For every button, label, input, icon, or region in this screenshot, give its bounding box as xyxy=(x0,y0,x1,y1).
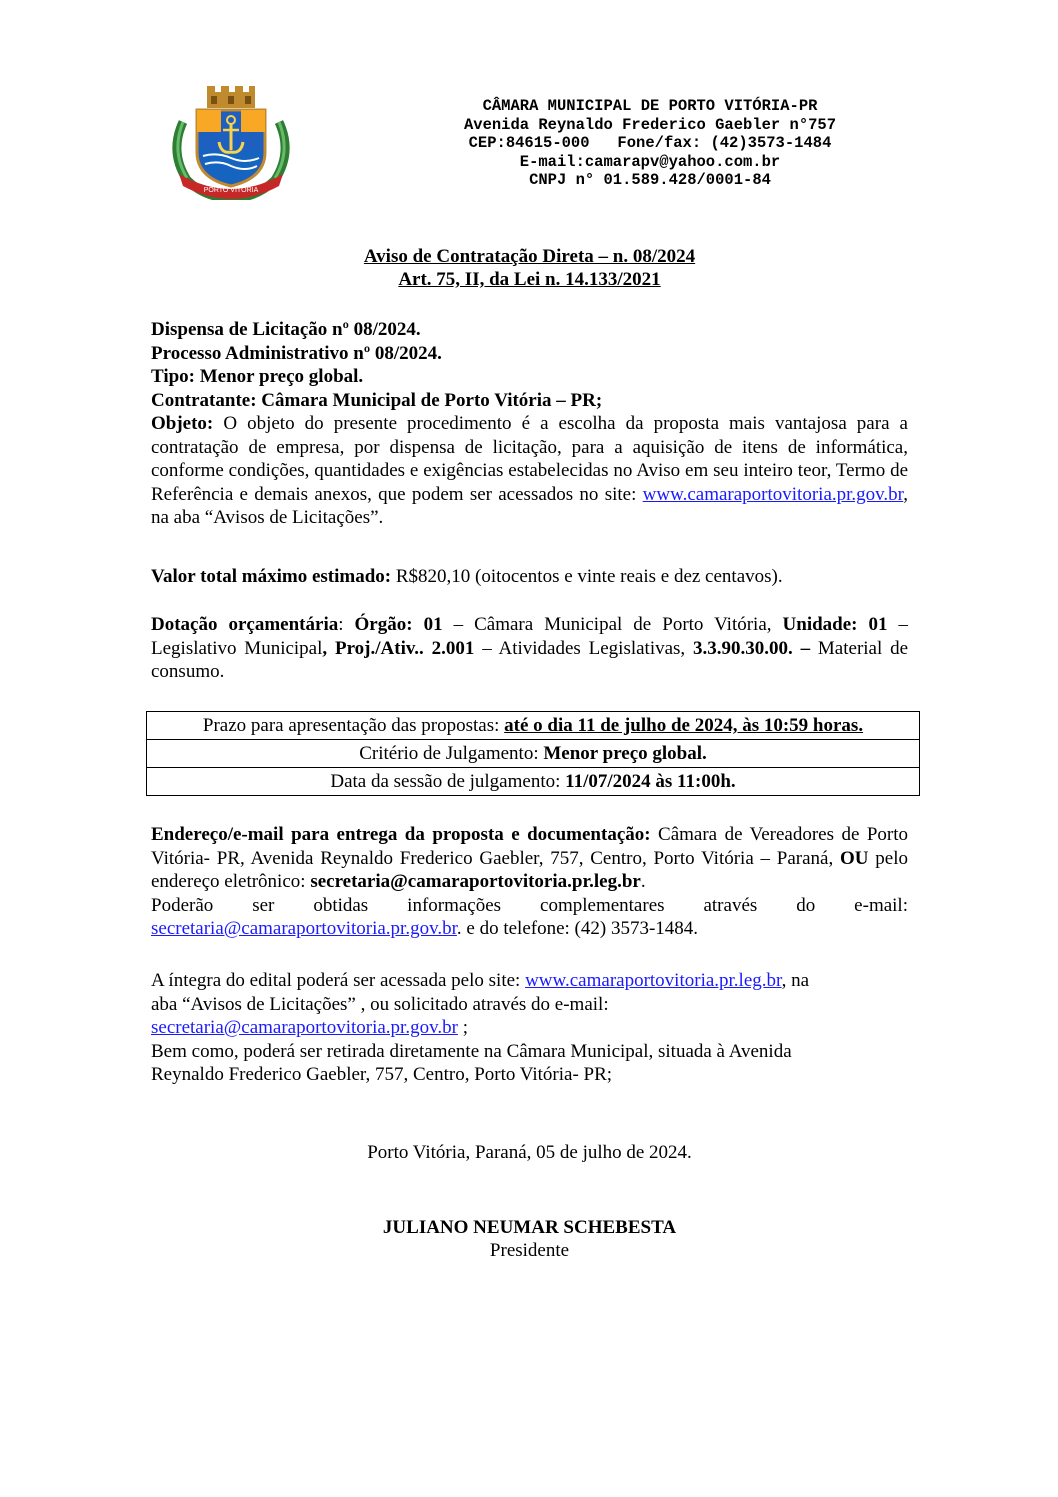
criterio-label: Critério de Julgamento: xyxy=(359,743,544,764)
title-line-2: Art. 75, II, da Lei n. 14.133/2021 xyxy=(398,269,661,290)
valor-label: Valor total máximo estimado: xyxy=(151,566,392,587)
dispensa-line: Dispensa de Licitação nº 08/2024. xyxy=(151,319,421,340)
letterhead-email: E-mail:camarapv@yahoo.com.br xyxy=(519,152,781,171)
proj-label: , Proj./Ativ.. 2.001 xyxy=(322,637,475,659)
integra-site-link[interactable]: www.camaraportovitoria.pr.leg.br xyxy=(525,970,782,991)
integra-paragraph xyxy=(151,969,908,1087)
document-title xyxy=(151,245,908,291)
unidade-text: – Legislativo Municipal xyxy=(151,614,909,659)
letterhead-name: CÂMARA MUNICIPAL DE PORTO VITÓRIA-PR xyxy=(482,97,818,115)
endereco-email-link[interactable]: secretaria@camaraportovitoria.pr.gov.br xyxy=(151,918,457,939)
processo-line: Processo Administrativo nº 08/2024. xyxy=(151,342,442,364)
integra-text2: , na xyxy=(781,970,810,991)
unidade-label: Unidade: 01 xyxy=(782,614,888,635)
letterhead-cep-phone: CEP:84615-000 Fone/fax: (42)3573-1484 xyxy=(468,134,832,152)
dotacao-paragraph xyxy=(151,613,908,684)
orgao-label: Órgão: 01 xyxy=(354,614,443,635)
sessao-value: 11/07/2024 às 11:00h. xyxy=(565,771,736,792)
title-line-1: Aviso de Contratação Direta – n. 08/2024 xyxy=(363,246,696,267)
dotacao-tail: Material de consumo. xyxy=(151,637,909,682)
endereco-text1: Câmara de Vereadores de Porto Vitória- PR, Avenida Reynaldo Frederico Gaebler, 757, Centro, Porto Vitória – Paraná, xyxy=(151,824,909,869)
objeto-tail: , na aba “Avisos de Licitações”. xyxy=(151,483,908,528)
table-row-prazo xyxy=(147,712,919,740)
signature-block xyxy=(151,1216,908,1262)
dotacao-code: 3.3.90.30.00. – xyxy=(693,637,811,659)
endereco-info-line: Poderão ser obtidas informações complementares através do e-mail: xyxy=(151,894,908,916)
endereco-paragraph xyxy=(151,823,908,941)
dotacao-sep: : xyxy=(338,614,355,635)
integra-text1: A íntegra do edital poderá ser acessada pelo site: xyxy=(151,970,526,991)
signer-role: Presidente xyxy=(489,1240,570,1261)
endereco-ou: OU xyxy=(840,847,869,869)
municipal-crest-icon xyxy=(165,82,297,200)
crest-ribbon-text: PORTO VITÓRIA xyxy=(203,187,259,194)
table-row-sessao xyxy=(147,768,919,795)
endereco-text2: pelo endereço eletrônico: xyxy=(151,847,908,892)
valor-paragraph xyxy=(151,565,908,589)
criterio-value: Menor preço global. xyxy=(543,743,707,764)
integra-email-link[interactable]: secretaria@camaraportovitoria.pr.gov.br xyxy=(151,1017,458,1038)
integra-line4: Bem como, poderá ser retirada diretamente na Câmara Municipal, situada à Avenida xyxy=(151,1040,792,1062)
integra-line5: Reynaldo Frederico Gaebler, 757, Centro, Porto Vitória- PR; xyxy=(151,1064,613,1085)
letterhead xyxy=(380,97,920,190)
integra-email-tail: ; xyxy=(457,1017,468,1038)
valor-text: R$820,10 (oitocentos e vinte reais e dez centavos). xyxy=(391,566,783,587)
contratante-line: Contratante: Câmara Municipal de Porto Vitória – PR; xyxy=(151,389,603,411)
letterhead-cnpj: CNPJ n° 01.589.428/0001-84 xyxy=(529,171,771,189)
dotacao-label: Dotação orçamentária xyxy=(151,614,339,635)
proj-text: – Atividades Legislativas, xyxy=(474,637,693,659)
integra-line2: aba “Avisos de Licitações” , ou solicitado através do e-mail: xyxy=(151,993,609,1015)
objeto-text: O objeto do presente procedimento é a escolha da proposta mais vantajosa para a contratação de empresa, por dispensa de licitação, para a aquisição de itens de informática, conforme condições, quantidades e exigências estabelecidas no Aviso em seu inteiro teor, Termo de Referência e demais anexos, que podem ser acessados no site: xyxy=(151,413,908,505)
table-row-criterio xyxy=(147,740,919,768)
endereco-text3: . xyxy=(640,871,646,892)
prazo-value: até o dia 11 de julho de 2024, às 10:59 horas. xyxy=(504,715,864,736)
letterhead-address: Avenida Reynaldo Frederico Gaebler n°757 xyxy=(463,115,837,134)
info-block xyxy=(151,318,908,530)
endereco-email-bold: secretaria@camaraportovitoria.pr.leg.br xyxy=(310,871,641,892)
place-date: Porto Vitória, Paraná, 05 de julho de 2024. xyxy=(367,1142,692,1163)
endereco-tel: . e do telefone: (42) 3573-1484. xyxy=(456,918,699,939)
objeto-site-link[interactable]: www.camaraportovitoria.pr.gov.br xyxy=(642,483,904,505)
tipo-line: Tipo: Menor preço global. xyxy=(151,366,364,387)
orgao-text: – Câmara Municipal de Porto Vitória, xyxy=(442,614,783,635)
deadline-table xyxy=(146,711,920,796)
objeto-paragraph xyxy=(151,412,908,530)
signer-name: JULIANO NEUMAR SCHEBESTA xyxy=(382,1217,677,1238)
objeto-label: Objeto: xyxy=(151,413,214,434)
endereco-label: Endereço/e-mail para entrega da proposta e documentação: xyxy=(151,824,651,845)
prazo-label: Prazo para apresentação das propostas: xyxy=(202,715,505,736)
sessao-label: Data da sessão de julgamento: xyxy=(330,771,566,792)
